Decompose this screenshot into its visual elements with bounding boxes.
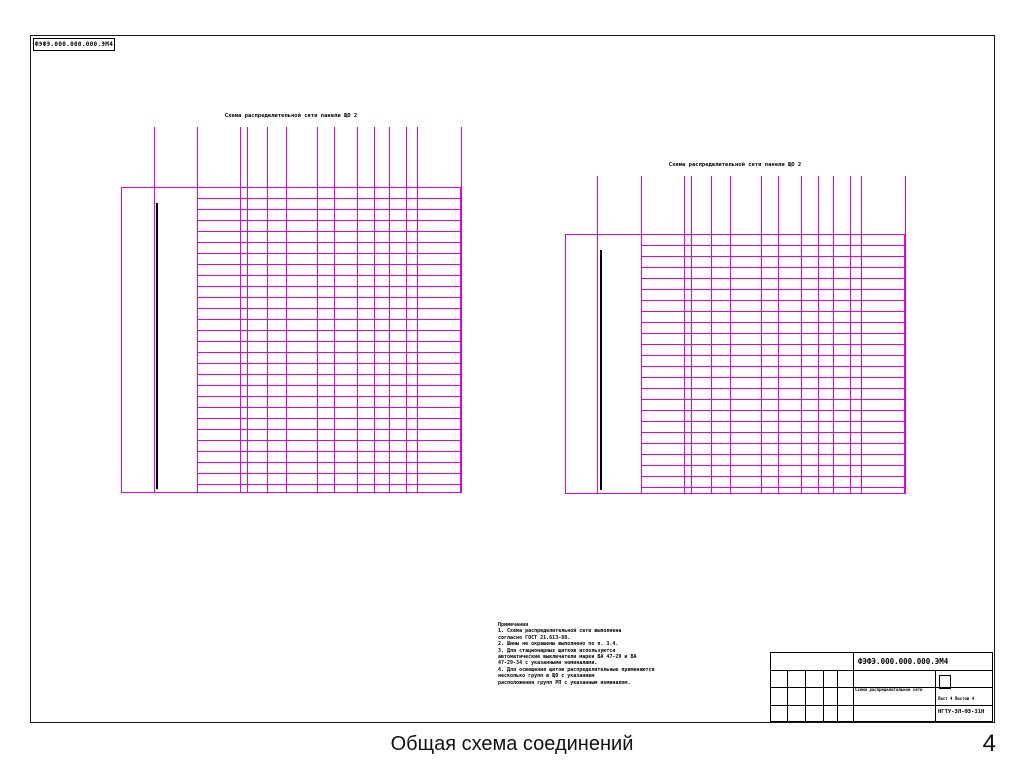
table-row-line [197,286,461,287]
table-column-line [406,127,407,493]
table-row-line [641,256,905,257]
table-left-header [121,127,461,188]
table-row-line [197,231,461,232]
table-row-line [641,267,905,268]
title-block-sheet: Лист 4 Листов 4 [938,696,975,701]
table-row-line [197,319,461,320]
table-column-line [267,127,268,493]
drawing-stamp-tag: ФЭФЭ.000.000.000.ЭМ4 [33,38,115,51]
table-column-line [778,176,779,494]
busbar-line [600,250,602,490]
table-row-line [197,264,461,265]
table-column-line [374,127,375,493]
drawing-notes: Примечания 1. Схема распределительной сети выполнена согласно ГОСТ 21.613-88. 2. Шины не окрашены выполнено по п. 3.4. 3. Для стационарных щитков используются автоматические выключатели марки ВА 47-29 и ВА 47-29-34 с указанными номиналами. 4. Для освещения щитов распределительные применяются несколько групп в ЩО с указанием расположения групп РП с указанным номиналом. [498,622,655,686]
table-row-line [197,242,461,243]
table-row-line [641,432,905,433]
table-column-line [684,176,685,494]
table-row-line [641,421,905,422]
table-row-line [197,198,461,199]
table-row-line [641,355,905,356]
distribution-table-left [121,113,461,493]
table-row-line [641,443,905,444]
table-row-line [641,465,905,466]
table-row-line [197,297,461,298]
table-column-line [357,127,358,493]
table-column-line [197,127,198,493]
table-column-line [317,127,318,493]
table-right-header [565,176,905,235]
table-column-line [818,176,819,494]
table-column-line [833,176,834,494]
table-row-line [197,275,461,276]
table-column-line [861,176,862,494]
title-block-description: Схема распределительной сети [855,687,923,692]
table-left-caption: Схема распределительной сети панели ЩО 2 [224,113,358,119]
table-row-line [641,476,905,477]
table-row-line [641,289,905,290]
table-column-line [597,176,598,494]
title-block-code: ФЭФЭ.000.000.000.ЭМ4 [853,654,992,670]
table-row-line [197,308,461,309]
table-right-caption: Схема распределительной сети панели ЩО 2 [668,162,802,168]
table-column-line [730,176,731,494]
table-row-line [197,429,461,430]
table-row-line [197,220,461,221]
table-column-line [711,176,712,494]
table-column-line [641,176,642,494]
table-row-line [641,454,905,455]
page-number: 4 [982,730,996,757]
table-row-line [197,396,461,397]
table-row-line [197,451,461,452]
table-row-line [641,278,905,279]
table-row-line [197,407,461,408]
table-row-line [197,330,461,331]
company-logo-icon [939,675,951,689]
slide-caption: Общая схема соединений [390,733,634,755]
table-column-line [417,127,418,493]
table-column-line [461,127,462,493]
table-row-line [641,333,905,334]
table-row-line [197,385,461,386]
table-row-line [641,377,905,378]
table-column-line [334,127,335,493]
table-row-line [197,418,461,419]
table-column-line [154,127,155,493]
table-column-line [286,127,287,493]
table-row-line [197,440,461,441]
table-row-line [197,363,461,364]
table-row-line [197,352,461,353]
table-row-line [641,234,905,235]
table-column-line [850,176,851,494]
table-row-line [641,487,905,488]
table-row-line [197,473,461,474]
table-row-line [641,322,905,323]
table-column-line [247,127,248,493]
table-row-line [197,253,461,254]
table-row-line [197,462,461,463]
table-row-line [197,374,461,375]
table-row-line [641,410,905,411]
busbar-line [156,203,158,489]
table-row-line [641,399,905,400]
table-row-line [641,300,905,301]
table-row-line [641,366,905,367]
table-column-line [389,127,390,493]
table-row-line [197,484,461,485]
title-block-organization: НГТУ-ЭЛ-ФЭ-31Н [938,709,985,715]
table-row-line [641,311,905,312]
table-column-line [801,176,802,494]
table-row-line [197,341,461,342]
table-column-line [761,176,762,494]
table-row-line [641,388,905,389]
table-row-line [641,245,905,246]
table-row-line [197,187,461,188]
table-column-line [905,176,906,494]
table-column-line [691,176,692,494]
title-block [770,652,993,722]
table-row-line [197,209,461,210]
table-row-line [641,344,905,345]
table-column-line [240,127,241,493]
distribution-table-right [565,162,905,494]
